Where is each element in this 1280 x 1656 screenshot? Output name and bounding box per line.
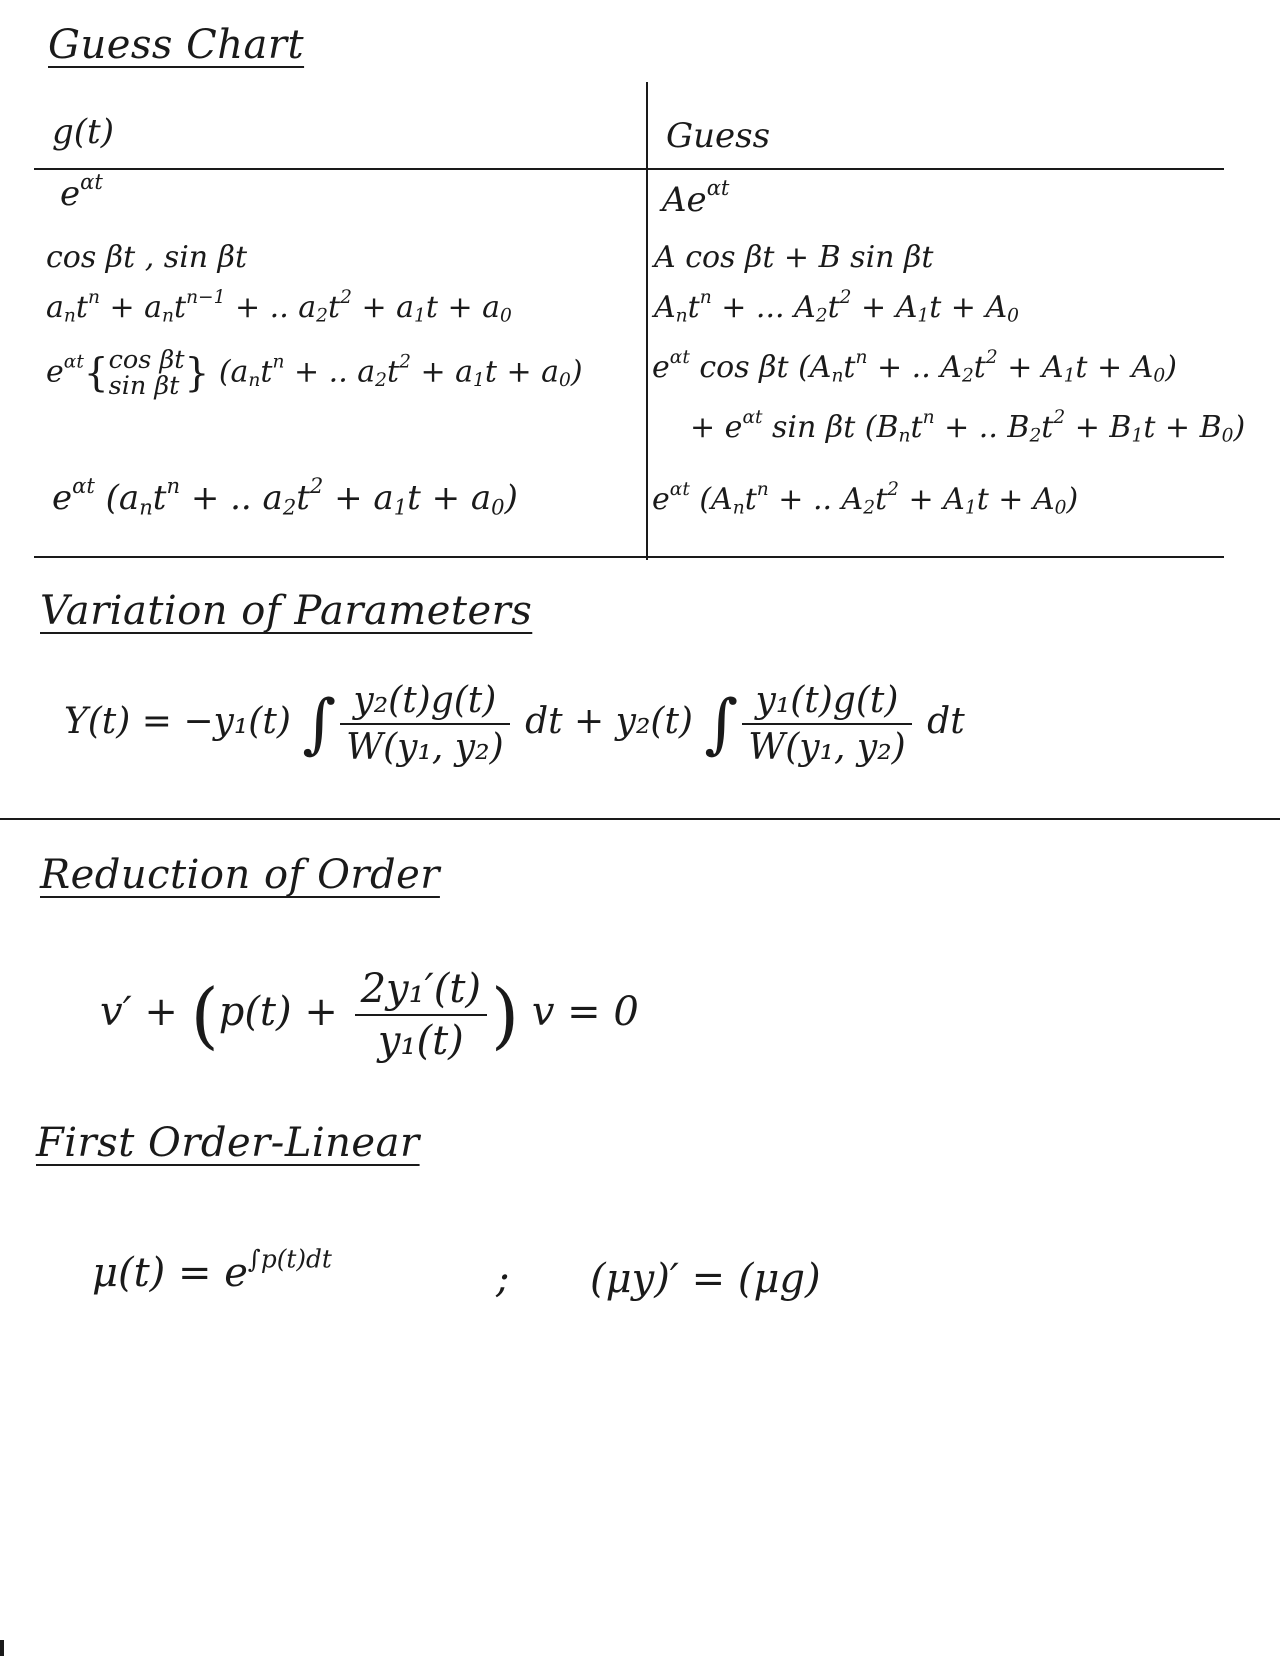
variation-fraction-1 [340,680,510,768]
reduction-den: y₁(t) [377,1018,464,1064]
product-rule-relation: (μy)′ = (μg) [590,1256,821,1302]
table-bottom-rule [34,556,1224,558]
section-divider [0,818,1280,820]
reduction-num: 2y₁′(t) [355,966,487,1016]
reduction-lhs: v′ + [100,989,191,1035]
guess-row-exp-trig-poly-2: + $e^{\alpha t}$ sin βt ($B_nt^n$ + .. $B_2t^2 + B_1t + B_0$) [690,407,1246,447]
column-header-g: g(t) [52,112,114,152]
reduction-rhs: v = 0 [531,989,639,1035]
guess-row-exp-trig-poly-1: $e^{\alpha t}$ cos βt ($A_nt^n$ + .. $A_2t^2 + A_1t + A_0$) [652,347,1177,387]
table-header-rule [34,168,1224,170]
table-column-divider [646,82,648,560]
paren-open: ( [190,973,219,1057]
paren-close: ) [491,973,520,1057]
guess-row-poly: $A_nt^n$ + ... $A_2t^2 + A_1t + A_0$ [654,287,1019,327]
g-row-exp: $e^{\alpha t}$ [60,169,103,214]
guess-chart-title: Guess Chart [48,22,305,68]
first-order-title: First Order-Linear [36,1120,420,1166]
mu-definition: μ(t) = e [92,1250,248,1296]
variation-mid: dt + y₂(t) [525,701,693,742]
guess-row-exp: $Ae^{\alpha t}$ [662,175,730,220]
guess-row-trig: A cos βt + B sin βt [654,240,934,275]
g-row-exp-poly: $e^{\alpha t}$ ($a_nt^n$ + .. $a_2t^2 + a_1t + a_0$) [52,473,518,520]
variation-num-1: y₂(t)g(t) [340,680,510,725]
reduction-formula [100,966,639,1064]
column-header-guess: Guess [666,116,771,156]
variation-end: dt [927,701,965,742]
guess-row-exp-poly: $e^{\alpha t}$ ($A_nt^n$ + .. $A_2t^2 + A_1t + A_0$) [652,479,1079,519]
variation-den-1: W(y₁, y₂) [346,727,504,768]
variation-lhs: Y(t) = −y₁(t) [64,701,291,742]
reduction-fraction [355,966,487,1064]
corner-scan-mark [0,1640,4,1656]
reduction-title: Reduction of Order [40,852,440,898]
mu-exponent: ∫p(t)dt [247,1244,332,1274]
variation-num-2: y₁(t)g(t) [742,680,912,725]
g-row-trig: cos βt , sin βt [46,240,248,275]
integral-sign: ∫ [302,686,337,762]
variation-title: Variation of Parameters [40,588,533,634]
g-row-poly: $a_nt^n + a_nt^{n-1}$ + .. $a_2t^2 + a_1t + a_0$ [46,287,512,327]
variation-den-2: W(y₁, y₂) [748,727,906,768]
integral-sign: ∫ [704,686,739,762]
g-row-exp-trig-poly: $e^{\alpha t}${ cos βt sin βt } ($a_nt^n$ + .. $a_2t^2 + a_1t + a_0$) [46,345,583,401]
variation-fraction-2 [742,680,912,768]
integrating-factor [92,1244,332,1296]
reduction-p: p(t) + [218,989,351,1035]
separator: ; [496,1256,510,1302]
variation-formula [64,680,965,768]
